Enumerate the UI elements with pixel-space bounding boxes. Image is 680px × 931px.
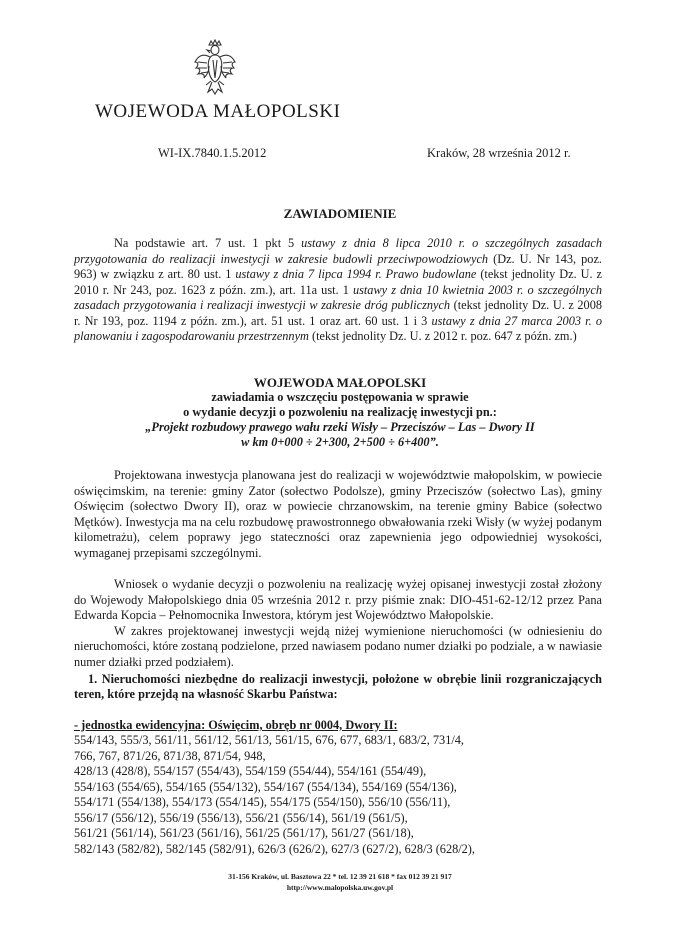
- application-paragraph: Wniosek o wydanie decyzji o pozwoleniu na realizację wyżej opisanej inwestycji został złożony do Wojewody Małopolskiego dnia 05 września 2012 r. przy piśmie znak: DIO-451-62-12/12 przez Pana Edwarda Kopcia – Pełnomocnika Inwestora, którym jest Województwo Małopolskie.: [74, 577, 602, 622]
- scope-paragraph: W zakres projektowanej inwestycji wejdą niżej wymienione nieruchomości (w odniesieniu do nieruchomości, które zostaną podzielone, przed nawiasem podano numer działki po podziale, a w nawiasie numer działki przed podziałem).: [74, 623, 602, 669]
- parcel-line: 428/13 (428/8), 554/157 (554/43), 554/159 (554/44), 554/161 (554/49),: [74, 764, 427, 778]
- announcement-line: zawiadamia o wszczęciu postępowania w sprawie: [211, 390, 469, 404]
- legal-basis-paragraph: [74, 236, 602, 345]
- parcel-line: 554/163 (554/65), 554/165 (554/132), 554/167 (554/134), 554/169 (554/136),: [74, 779, 457, 794]
- announcement-title: WOJEWODA MAŁOPOLSKI: [253, 375, 427, 390]
- page-footer: [0, 871, 680, 893]
- reference-number: WI-IX.7840.1.5.2012: [158, 146, 267, 160]
- footer-website: http://www.malopolska.uw.gov.pl: [286, 883, 394, 892]
- description-paragraph: Projektowana inwestycja planowana jest do realizacji w województwie małopolskim, w powiecie oświęcimskim, na terenie: gminy Zator (sołectwo Podolsze), gminy Przeciszów (sołectwo Las), gminy Oświęcim (sołectwo Dwory II), oraz w powiecie chrzanowskim, na terenie gminy Babice (sołectwo Mętków). Inwestycja ma na celu rozbudowę prawostronnego obwałowania rzeki Wisły (w wyżej podanym kilometrażu), celem poprawy jego stateczności oraz zapewnienia jego odpowiedniej wysokości, wymaganej przepisami szczególnymi.: [74, 468, 602, 560]
- application-details: [74, 577, 602, 670]
- registration-unit-heading: - jednostka ewidencyjna: Oświęcim, obręb nr 0004, Dwory II:: [74, 718, 398, 732]
- legal-basis-text: Na podstawie art. 7 ust. 1 pkt 5: [114, 236, 302, 250]
- announcement-line: o wydanie decyzji o pozwoleniu na realizację inwestycji pn.:: [183, 405, 497, 419]
- act-title-construction-law: ustawy z dnia 7 lipca 1994 r. Prawo budowlane: [235, 267, 477, 281]
- project-kilometrage: w km 0+000 ÷ 2+300, 2+500 ÷ 6+400”.: [241, 435, 439, 449]
- document-title: ZAWIADOMIENIE: [283, 206, 397, 221]
- parcel-line: 556/17 (556/12), 556/19 (556/13), 556/21 (556/14), 561/19 (561/5),: [74, 810, 408, 825]
- act-title-flood-defence: ustawy z dnia 8 lipca 2010 r. o szczególnych zasadach przygotowania do realizacji inwestycji w zakresie budowli przeciwpowodziowych: [74, 236, 603, 266]
- parcel-line: 766, 767, 871/26, 871/38, 871/54, 948,: [74, 748, 266, 763]
- parcel-line: 561/21 (561/14), 561/23 (561/16), 561/25 (561/17), 561/27 (561/18),: [74, 826, 414, 840]
- parcel-line: 582/143 (582/82), 582/145 (582/91), 626/3 (626/2), 627/3 (627/2), 628/3 (628/2),: [74, 841, 475, 856]
- project-name: „Projekt rozbudowy prawego wału rzeki Wisły – Przeciszów – Las – Dwory II: [145, 420, 535, 434]
- parcel-line: 554/171 (554/138), 554/173 (554/145), 554/175 (554/150), 556/10 (556/11),: [74, 795, 451, 809]
- footer-address: 31-156 Kraków, ul. Basztowa 22 * tel. 12 39 21 618 * fax 012 39 21 917: [228, 872, 452, 881]
- legal-basis-text: (Dz. U. Nr 143, poz. 963) w związku z art. 80 ust. 1: [74, 251, 602, 281]
- act-title-spatial-planning: ustawy z dnia 27 marca 2003 r. o planowaniu i zagospodarowaniu przestrzennym: [74, 313, 602, 343]
- act-title-public-roads: ustawy z dnia 10 kwietnia 2003 r. o szczególnych zasadach przygotowania i realizacji inwestycji w zakresie dróg publicznych: [74, 282, 602, 312]
- section-heading: 1. Nieruchomości niezbędne do realizacji inwestycji, położone w obrębie linii rozgraniczających teren, które przejdą na własność Skarbu Państwa:: [74, 672, 602, 701]
- legal-basis-text: (tekst jednolity Dz. U. z 2010 r. Nr 243, poz. 1623 z późn. zm.), art. 11a ust. 1: [74, 267, 603, 297]
- eagle-emblem-icon: [193, 38, 237, 96]
- project-description: [74, 468, 602, 561]
- place-and-date: Kraków, 28 września 2012 r.: [427, 146, 571, 160]
- issuing-office-header: WOJEWODA MAŁOPOLSKI: [95, 101, 341, 122]
- legal-basis-text: (tekst jednolity Dz. U. z 2008 r. Nr 193, poz. 1194 z późn. zm.), art. 51 ust. 1 oraz art. 60 ust. 1 i 3: [74, 298, 602, 328]
- legal-basis-text: (tekst jednolity Dz. U. z 2012 r. poz. 647 z późn. zm.): [308, 329, 577, 343]
- parcel-list: [74, 733, 614, 857]
- announcement-block: [100, 375, 580, 450]
- parcel-line: 554/143, 555/3, 561/11, 561/12, 561/13, 561/15, 676, 677, 683/1, 683/2, 731/4,: [74, 733, 464, 747]
